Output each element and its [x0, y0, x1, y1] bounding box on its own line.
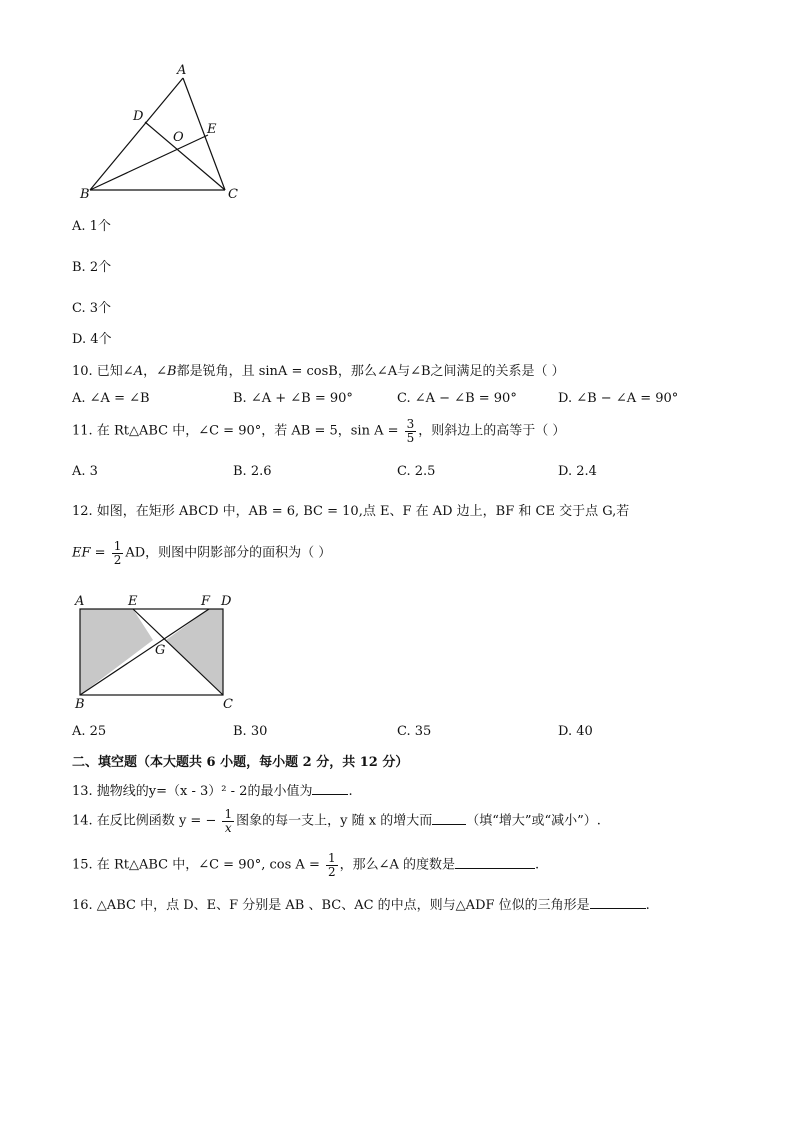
label-D: D — [133, 109, 144, 124]
label-B: B — [75, 697, 85, 712]
q12-option-c: C. 35 — [397, 724, 432, 739]
label-B: B — [80, 187, 90, 202]
label-E: E — [128, 594, 138, 609]
q11-option-a: A. 3 — [72, 464, 98, 479]
label-C: C — [228, 187, 238, 202]
q9-option-a: A. 1个 — [72, 219, 111, 234]
q13-stem: 13. 抛物线的y=（x - 3）² - 2的最小值为 . — [72, 784, 353, 799]
q11-stem: 11. 在 Rt△ABC 中，∠C = 90°，若 AB = 5，sin A = $\frac{3}{5}$ ，则斜边上的高等于（ ） — [72, 417, 566, 445]
label-G: G — [155, 643, 166, 658]
q9-option-b: B. 2个 — [72, 260, 112, 275]
triangle-figure — [70, 60, 260, 210]
q11-option-b: B. 2.6 — [233, 464, 272, 479]
q12-option-d: D. 40 — [558, 724, 593, 739]
label-E: E — [207, 122, 217, 137]
q16-stem: 16. △ABC 中，点 D、E、F 分别是 AB 、BC、AC 的中点，则与△ADF 位似的三角形是 . — [72, 898, 650, 913]
q11-fraction: $\frac{3}{5}$ — [406, 417, 415, 445]
q12-option-b: B. 30 — [233, 724, 268, 739]
q11-option-c: C. 2.5 — [397, 464, 436, 479]
q10-option-b: B. ∠A + ∠B = 90° — [233, 391, 353, 406]
q9-option-c: C. 3个 — [72, 301, 112, 316]
label-O: O — [173, 130, 184, 145]
q10-option-a: A. ∠A = ∠B — [72, 391, 150, 406]
q11-option-d: D. 2.4 — [558, 464, 597, 479]
q15-answer-blank[interactable] — [455, 856, 535, 869]
q10-stem: 10. 已知∠A，∠B都是锐角，且 sinA = cosB，那么∠A与∠B之间满足的关系是（ ） — [72, 364, 565, 379]
rectangle-figure — [70, 592, 245, 712]
q12-stem-line2: EF = $\frac{1}{2}$ AD，则图中阴影部分的面积为（ ） — [72, 539, 332, 567]
label-A: A — [75, 594, 85, 609]
q16-answer-blank[interactable] — [590, 896, 646, 909]
q15-fraction: $\frac{1}{2}$ — [327, 851, 336, 879]
q12-fraction: $\frac{1}{2}$ — [113, 539, 122, 567]
q15-stem: 15. 在 Rt△ABC 中，∠C = 90°, cos A = $\frac{1}{2}$ ，那么∠A 的度数是 . — [72, 851, 540, 879]
label-C: C — [223, 697, 233, 712]
label-A: A — [177, 63, 187, 78]
shaded-region-right — [166, 609, 223, 695]
label-F: F — [201, 594, 211, 609]
q10-option-c: C. ∠A − ∠B = 90° — [397, 391, 517, 406]
q14-stem: 14. 在反比例函数 y = − $\frac{1}{x}$ 图象的每一支上，y 随 x 的增大而 （填“增大”或“减小”）. — [72, 807, 601, 835]
label-D: D — [221, 594, 232, 609]
q13-answer-blank[interactable] — [312, 782, 348, 795]
section-title: 二、填空题（本大题共 6 小题，每小题 2 分，共 12 分） — [72, 755, 409, 770]
q12-stem-line1: 12. 如图，在矩形 ABCD 中，AB = 6, BC = 10,点 E、F 在 AD 边上，BF 和 CE 交于点 G,若 — [72, 504, 630, 519]
q14-fraction: $\frac{1}{x}$ — [224, 807, 233, 835]
q10-option-d: D. ∠B − ∠A = 90° — [558, 391, 679, 406]
q9-option-d: D. 4个 — [72, 332, 112, 347]
q14-answer-blank[interactable] — [432, 812, 466, 825]
shaded-region-left — [80, 609, 153, 695]
q12-option-a: A. 25 — [72, 724, 107, 739]
